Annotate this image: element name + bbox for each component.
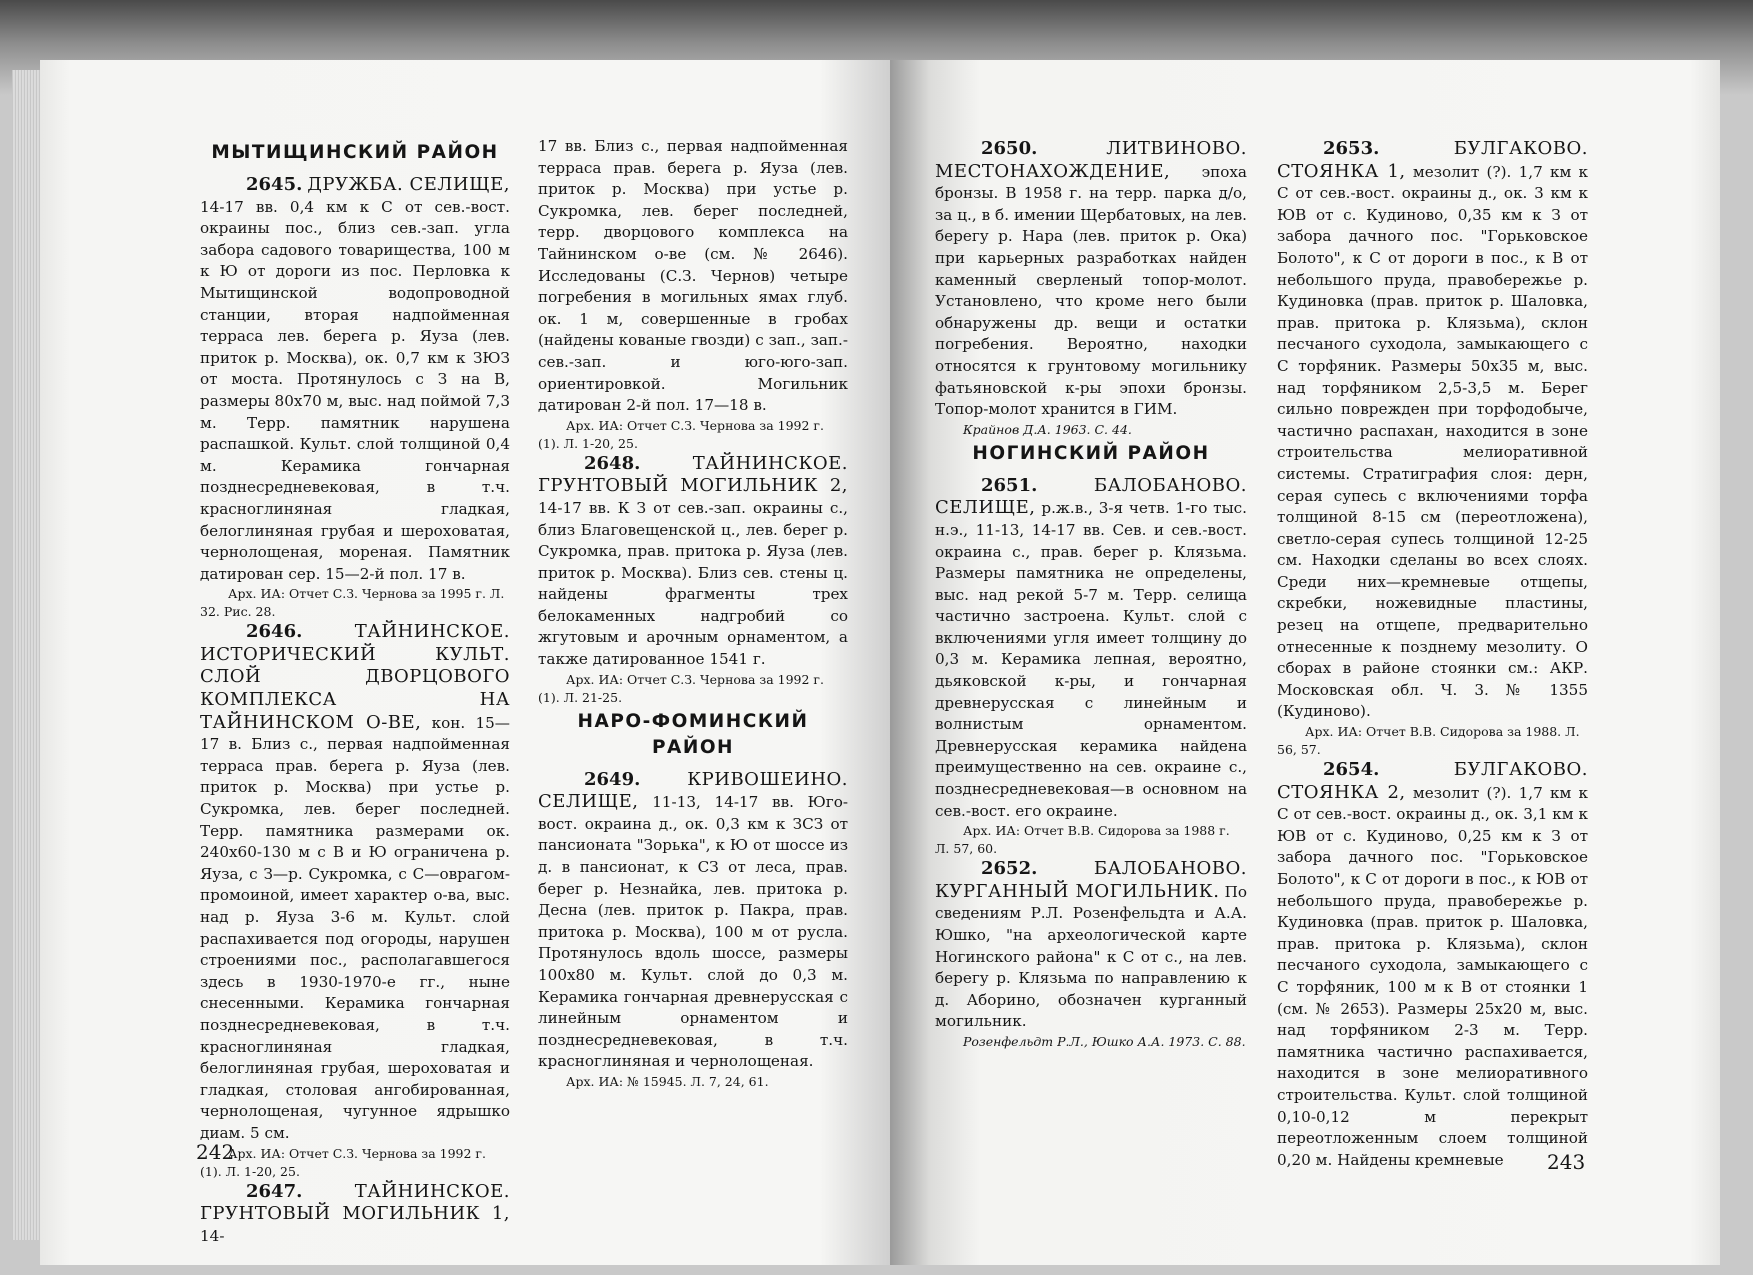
- entry-number: 2648.: [584, 452, 641, 474]
- entry-text: р.ж.в., 3-я четв. 1-го тыс. н.э., 11-13, 14-17 вв. Сев. и сев.-вост. окраина с., прав. берег р. Клязьма. Размеры памятника не определены, выс. над рекой 5-7 м. Терр. селища частично застроена. Культ. слой с включениями угля имеет толщину до 0,3 м. Керамика лепная, вероятно, дьяковской к-ры, и гончарная древнерусская с линейным и волнистым орнаментом. Древнерусская керамика найдена преимущественно на сев. окраине с., позднесредневековая—в основном на сев.-вост. его окраине.: [935, 499, 1247, 820]
- entry-title: ДРУЖБА. СЕЛИЩЕ,: [307, 174, 511, 195]
- entry-2646: [200, 621, 510, 1180]
- entry-text: 17 вв. Близ с., первая надпойменная терраса прав. берега р. Яуза (лев. приток р. Москва) при устье р. Сукромка, лев. берег последней, терр. дворцового комплекса на Тайнинском о-ве (см. № 2646). Исследованы (С.З. Чернов) четыре погребения в могильных ямах глуб. ок. 1 м, совершенные в гробах (найдены кованые гвозди) с зап., зап.-сев.-зап. и юго-юго-зап. ориентировкой. Могильник датирован 2-й пол. 17—18 в.: [538, 137, 848, 415]
- entry-text: 14-: [200, 1226, 225, 1245]
- entry-source: Арх. ИА: Отчет С.З. Чернова за 1992 г. (1). Л. 21-25.: [538, 671, 824, 705]
- book-page-edges: [12, 70, 42, 1240]
- entry-source: Арх. ИА: Отчет В.В. Сидорова за 1988 г. Л. 57, 60.: [935, 823, 1230, 857]
- entry-text: эпоха бронзы. В 1958 г. на терр. парка д/о, за ц., в б. имении Щербатовых, на лев. берегу р. Нара (лев. приток р. Ока) при карьерных разработках найден каменный сверленый топор-молот. Установлено, что кроме него были обнаружены др. вещи и остатки погребения. Вероятно, находки относятся к грунтовому могильнику фатьяновской к-ры эпохи бронзы. Топор-молот хранится в ГИМ.: [935, 162, 1247, 419]
- entry-source: Крайнов Д.А. 1963. С. 44.: [963, 421, 1132, 437]
- entry-2654: [1277, 759, 1588, 1171]
- left-column-1: [200, 138, 510, 1247]
- entry-2651: [935, 475, 1247, 859]
- entry-title: КРИВОШЕИНО. СЕЛИЩЕ,: [538, 768, 848, 813]
- left-column-2: [538, 136, 848, 1091]
- entry-title: БАЛОБАНОВО. КУРГАННЫЙ МОГИЛЬНИК.: [935, 858, 1247, 902]
- entry-number: 2653.: [1323, 138, 1380, 159]
- entry-text: 14-17 вв. 0,4 км к С от сев.-вост. окраины пос., близ сев.-зап. угла забора садового товарищества, 100 м к Ю от дороги из пос. Перловка к Мытищинской водопроводной станции, вторая надпойменная терраса лев. берега р. Яуза (лев. приток р. Москва), ок. 0,7 км к ЗЮЗ от моста. Протянулось с З на В, размеры 80х70 м, выс. над поймой 7,3 м. Терр. памятник нарушена распашкой. Культ. слой толщиной 0,4 м. Керамика гончарная позднесредневековая, в т.ч. красноглиняная гладкая, белоглиняная грубая и шероховатая, чернолощеная, мореная. Памятник датирован сер. 15—2-й пол. 17 в.: [200, 197, 510, 583]
- entry-title: ТАЙНИНСКОЕ. ГРУНТОВЫЙ МОГИЛЬНИК 2,: [538, 452, 848, 497]
- entry-2653: [1277, 138, 1588, 759]
- entry-text: По сведениям Р.Л. Розенфельдта и А.А. Юшко, "на археологической карте Ногинского района" к С от с., на лев. берегу р. Клязьма по направлению к д. Аборино, обозначен курганный могильник.: [935, 882, 1247, 1031]
- entry-number: 2647.: [246, 1180, 303, 1202]
- entry-number: 2652.: [981, 858, 1038, 880]
- page-number-right: 243: [1547, 1150, 1586, 1174]
- entry-number: 2649.: [584, 768, 641, 790]
- right-column-1: [935, 138, 1247, 1051]
- district-heading: МЫТИЩИНСКИЙ РАЙОН: [211, 142, 499, 163]
- entry-2647-continued: [538, 136, 848, 453]
- entry-2645: [200, 174, 510, 621]
- right-column-2: [1277, 138, 1588, 1171]
- entry-number: 2646.: [246, 621, 303, 643]
- page-number-left: 242: [196, 1140, 235, 1164]
- entry-source: Розенфельдт Р.Л., Юшко А.А. 1973. С. 88.: [963, 1033, 1246, 1049]
- entry-title: БУЛГАКОВО. СТОЯНКА 1,: [1277, 138, 1588, 182]
- entry-title: ЛИТВИНОВО. МЕСТОНАХОЖДЕНИЕ,: [935, 138, 1247, 182]
- entry-2649: [538, 769, 848, 1091]
- entry-number: 2654.: [1323, 759, 1380, 781]
- entry-2652: [935, 858, 1247, 1051]
- entry-source: Арх. ИА: № 15945. Л. 7, 24, 61.: [566, 1073, 769, 1089]
- entry-title: ТАЙНИНСКОЕ. ИСТОРИЧЕСКИЙ КУЛЬТ. СЛОЙ ДВОРЦОВОГО КОМПЛЕКСА НА ТАЙНИНСКОМ О-ВЕ,: [200, 621, 510, 733]
- entry-source: Арх. ИА: Отчет С.З. Чернова за 1992 г. (1). Л. 1-20, 25.: [200, 1145, 486, 1179]
- entry-number: 2645.: [246, 174, 303, 195]
- entry-text: мезолит (?). 1,7 км к С от сев.-вост. окраины д., ок. 3 км к ЮВ от с. Кудиново, 0,35 км к З от забора дачного пос. "Горьковское Болото", к С от дороги в пос., к В от небольшого пруда, правобережье р. Кудиновка (прав. приток р. Шаловка, прав. притока р. Клязьма), склон песчаного суходола, замыкающего с С торфяник. Размеры 50х35 м, выс. над торфяником 2,5-3,5 м. Берег сильно поврежден при торфодобыче, частично распахан, находится в зоне строительства мелиоративной системы. Стратиграфия слоя: дерн, серая супесь с включениями торфа толщиной 8-15 см (переотложена), светло-серая супесь толщиной 12-25 см. Находки сделаны во всех слоях. Среди них—кремневые отщепы, скребки, ножевидные пластины, резец на отщепе, предварительно отнесенные к позднему мезолиту. О сборах в районе стоянки см.: АКР. Московская обл. Ч. 3. № 1355 (Кудиново).: [1277, 162, 1589, 721]
- entry-text: 11-13, 14-17 вв. Юго-вост. окраина д., ок. 0,3 км к ЗСЗ от пансионата "Зорька", к Ю от шоссе из д. в пансионат, к СЗ от леса, прав. берег р. Незнайка, лев. притока р. Десна (лев. приток р. Пакра, прав. притока р. Москва), 100 м от русла. Протянулось вдоль шоссе, размеры 100х80 м. Культ. слой до 0,3 м. Керамика гончарная древнерусская с линейным орнаментом и позднесредневековая, в т.ч. красноглиняная и чернолощеная.: [538, 793, 848, 1071]
- entry-title: БАЛОБАНОВО. СЕЛИЩЕ,: [935, 474, 1247, 519]
- entry-2647: [200, 1181, 510, 1248]
- entry-source: Арх. ИА: Отчет С.З. Чернова за 1995 г. Л. 32. Рис. 28.: [200, 586, 505, 620]
- district-heading: НОГИНСКИЙ РАЙОН: [972, 442, 1210, 464]
- district-heading: НАРО-ФОМИНСКИЙ РАЙОН: [577, 710, 809, 758]
- entry-title: ТАЙНИНСКОЕ. ГРУНТОВЫЙ МОГИЛЬНИК 1,: [200, 1180, 510, 1225]
- entry-text: мезолит (?). 1,7 км к С от сев.-вост. окраины д., ок. 3,1 км к ЮВ от с. Кудиново, 0,25 км к З от забора дачного пос. "Горьковское Болото", к С от дороги в пос., к ЮВ от небольшого пруда, правобережье р. Кудиновка (прав. приток р. Шаловка, прав. притока р. Клязьма), склон песчаного суходола, замыкающего с С торфяник, 100 м к В от стоянки 1 (см. № 2653). Размеры 25х20 м, выс. над торфяником 2-3 м. Терр. памятника частично распахивается, находится в зоне мелиоративного строительства. Культ. слой толщиной 0,10-0,12 м перекрыт переотложенным слоем толщиной 0,20 м. Найдены кремневые: [1277, 783, 1589, 1169]
- entry-text: 14-17 вв. К З от сев.-зап. окраины с., близ Благовещенской ц., лев. берег р. Сукромка, прав. притока р. Яуза (лев. приток р. Москва). Близ сев. стены ц. найдены фрагменты трех белокаменных надгробий со жгутовым и арочным орнаментом, а также датированное 1541 г.: [538, 498, 848, 669]
- entry-text: кон. 15—17 в. Близ с., первая надпойменная терраса прав. берега р. Яуза (лев. приток р. Москва) при устье р. Сукромка, лев. берег последней. Терр. памятника размерами ок. 240х60-130 м с В и Ю ограничена р. Яуза, с З—р. Сукромка, с С—оврагом-промоиной, имеет характер о-ва, выс. над р. Яуза 3-6 м. Культ. слой распахивается под огороды, нарушен строениями пос., располагавшегося здесь в 1930-1970-е гг., ныне снесенными. Керамика гончарная позднесредневековая, в т.ч. красноглиняная гладкая, белоглиняная грубая, шероховатая и гладкая, столовая ангобированная, чернолощеная, чугунное ядрышко диам. 5 см.: [200, 713, 510, 1142]
- entry-2650: [935, 138, 1247, 439]
- entry-number: 2650.: [981, 138, 1038, 159]
- entry-number: 2651.: [981, 474, 1038, 496]
- entry-source: Арх. ИА: Отчет С.З. Чернова за 1992 г. (1). Л. 1-20, 25.: [538, 417, 824, 451]
- entry-title: БУЛГАКОВО. СТОЯНКА 2,: [1277, 759, 1588, 803]
- entry-2648: [538, 453, 848, 707]
- entry-source: Арх. ИА: Отчет В.В. Сидорова за 1988. Л. 56, 57.: [1277, 724, 1580, 758]
